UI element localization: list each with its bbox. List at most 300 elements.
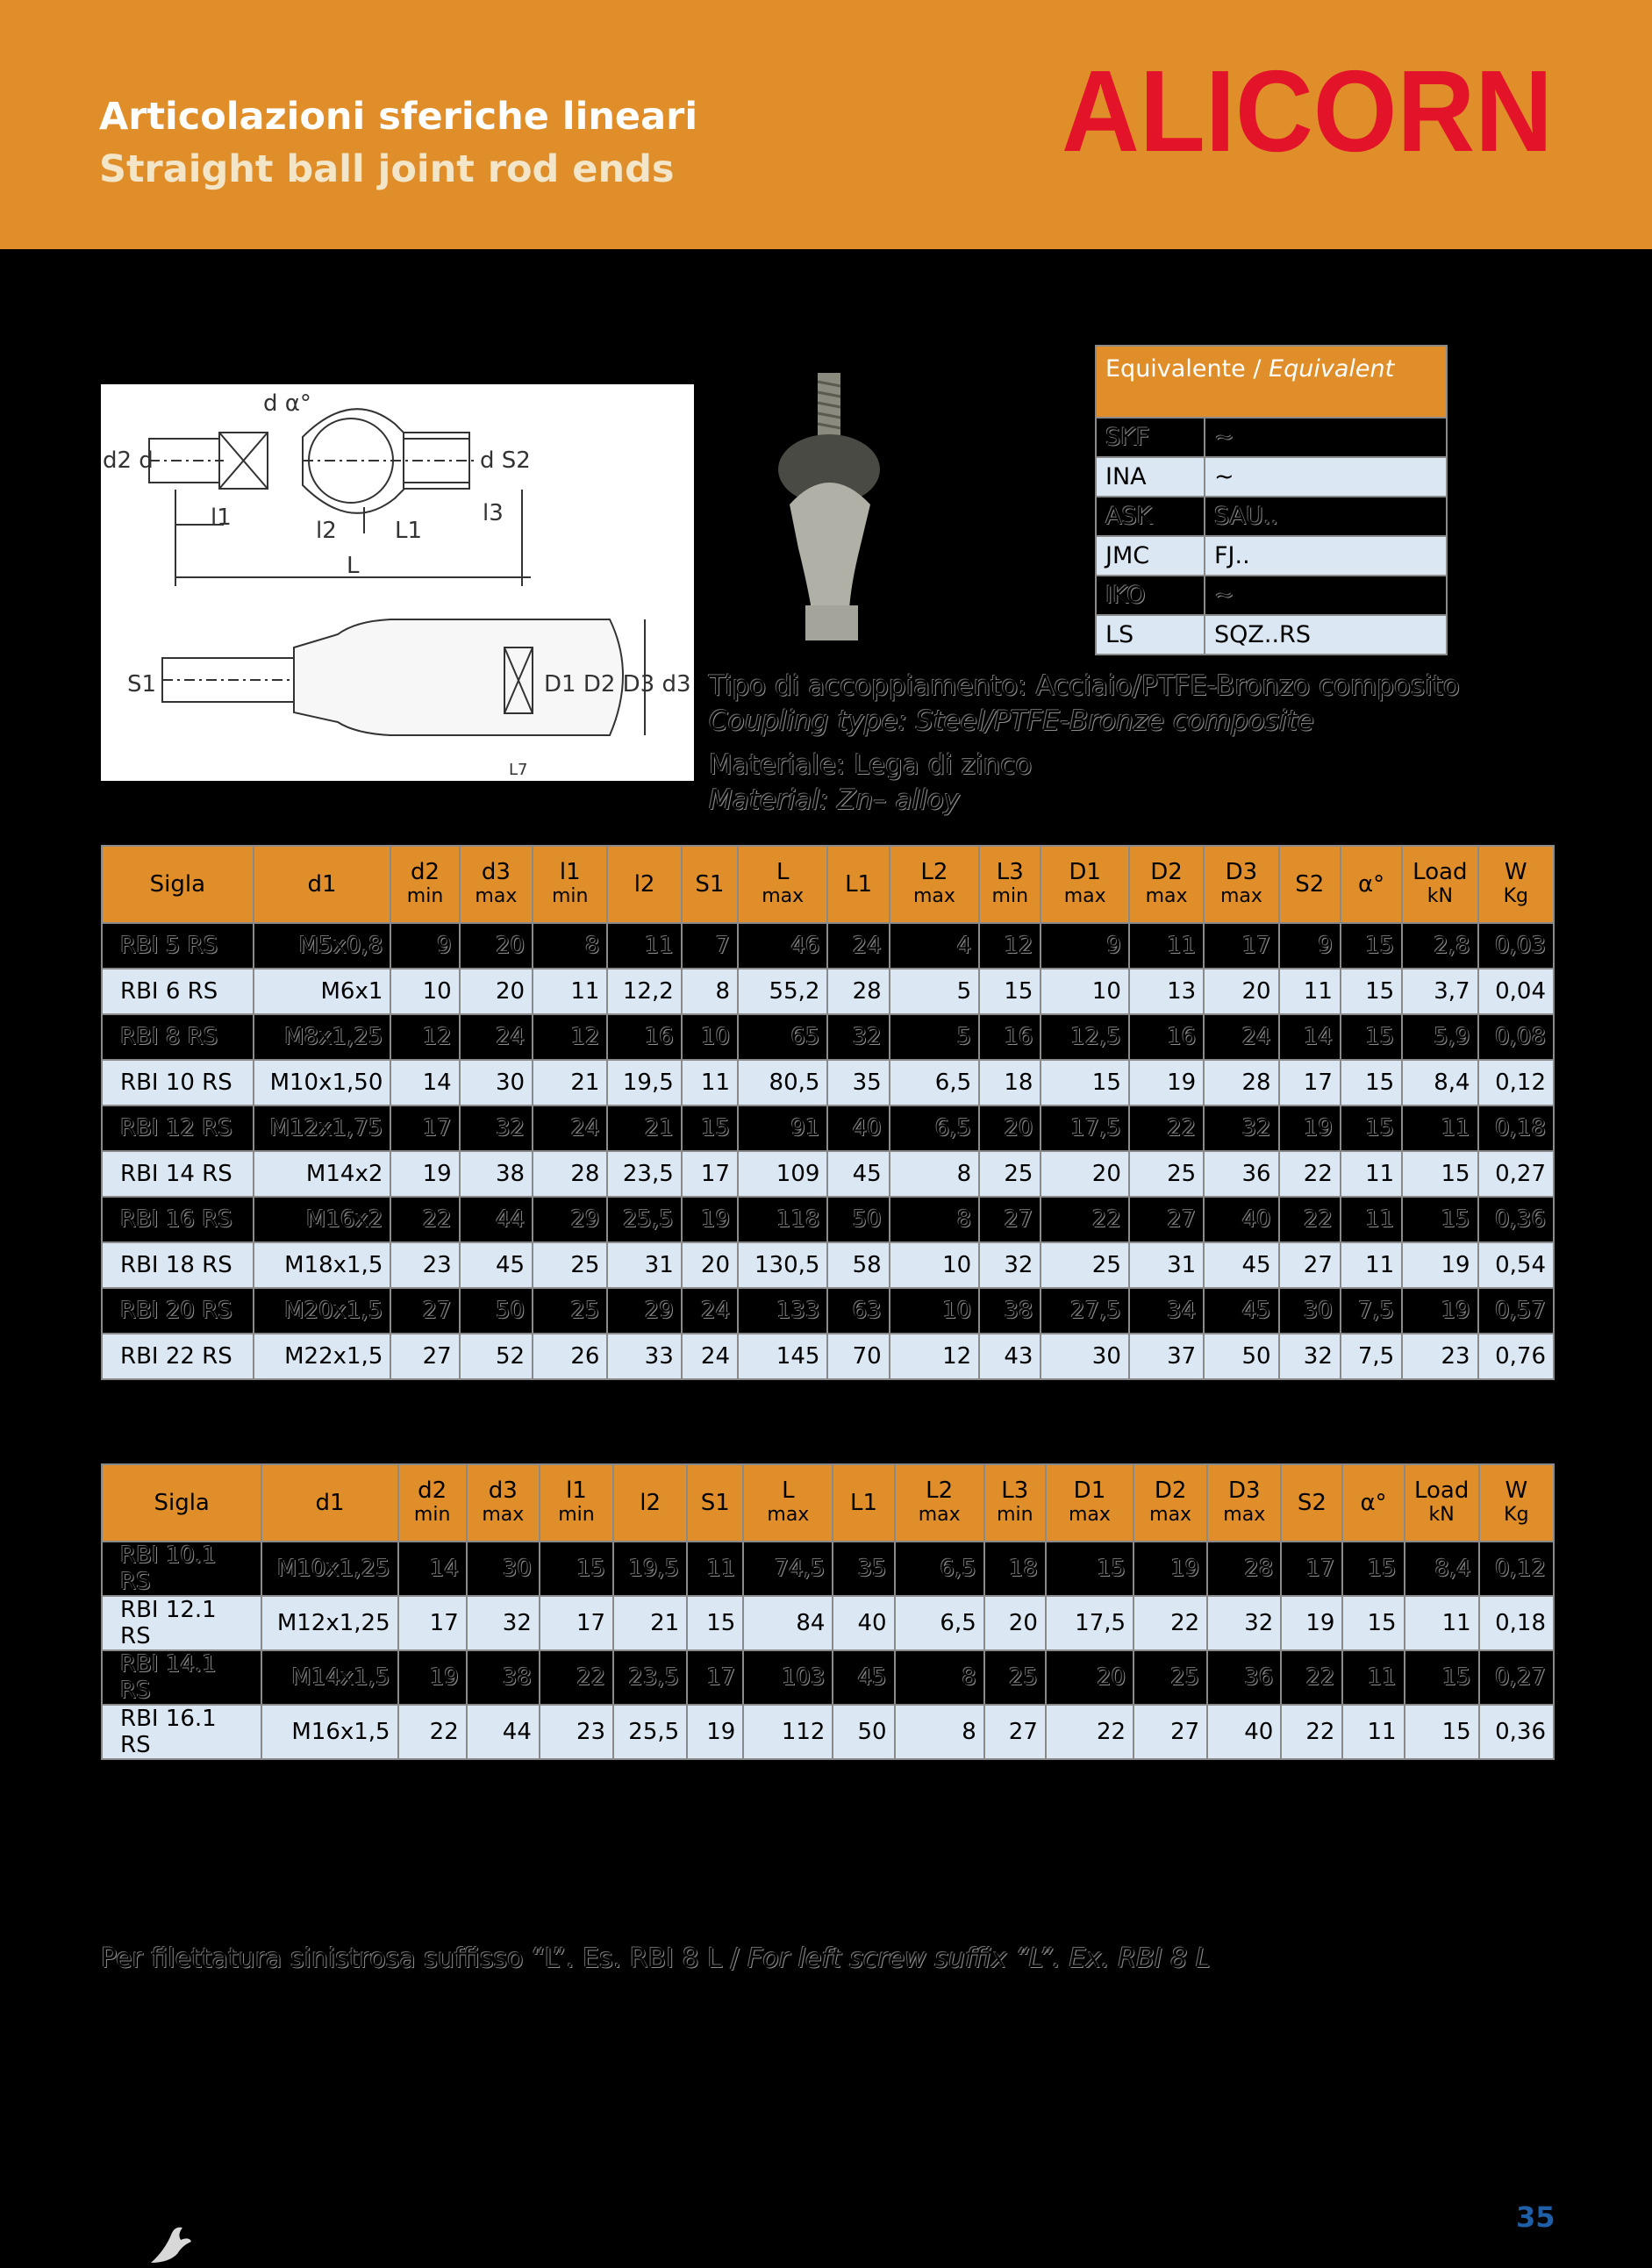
table-cell: 21 [607,1105,681,1151]
table-cell: 5 [890,969,979,1014]
column-header [460,846,533,923]
page-number: 35 [1516,2200,1555,2234]
equivalent-code: ~ [1205,418,1447,457]
table-cell: 28 [827,969,889,1014]
table-cell: 80,5 [738,1060,827,1105]
table-cell: 0,54 [1478,1242,1554,1288]
column-header-label: l1 [559,859,581,885]
table-cell: 20 [979,1105,1041,1151]
table-cell: 12,5 [1041,1014,1128,1060]
column-header [1402,846,1477,923]
column-header-unit: max [1223,1504,1266,1526]
equivalent-brand: LS [1096,615,1205,655]
table-row [102,1334,1554,1379]
column-header [743,1464,833,1542]
column-header-unit: max [1068,1504,1111,1526]
table-cell: 19 [398,1650,467,1705]
table-cell: 11 [533,969,607,1014]
table-cell: 24 [460,1014,533,1060]
table-cell: 7,5 [1341,1334,1402,1379]
part-code-cell: RBI 5 RS [102,923,254,969]
svg-text:L1: L1 [395,518,423,544]
table-cell: 27 [390,1288,459,1334]
table-cell: 9 [1041,923,1128,969]
column-header [467,1464,540,1542]
table-cell: 25 [1134,1650,1207,1705]
table-cell: 19 [1281,1596,1342,1650]
table-cell: 5,9 [1402,1014,1477,1060]
column-header-label: d2 [411,859,440,885]
table-cell: 45 [833,1650,894,1705]
table-cell: 15 [1341,1014,1402,1060]
table-cell: 3,7 [1402,969,1477,1014]
table-cell: 38 [460,1151,533,1197]
table-cell: M12x1,25 [261,1596,397,1650]
column-header-label: d3 [488,1477,518,1504]
column-header-unit: min [551,885,589,907]
table-cell: 35 [827,1060,889,1105]
table-cell: 45 [827,1151,889,1197]
table-cell: 6,5 [890,1105,979,1151]
table-cell: 15 [1341,969,1402,1014]
column-header [102,846,254,923]
left-thread-note [101,1943,1211,1974]
table-cell: 19 [687,1705,743,1759]
table-cell: 15 [1046,1542,1134,1596]
column-header-unit: Kg [1504,1504,1529,1526]
table-cell: 6,5 [895,1596,984,1650]
table-cell: M14x1,5 [261,1650,397,1705]
column-header-label: S2 [1297,1490,1327,1516]
column-header-unit: max [767,1504,810,1526]
table-cell: 0,12 [1479,1542,1554,1596]
table-cell: M18x1,5 [254,1242,391,1288]
part-code-cell: RBI 12.1 RS [102,1596,261,1650]
table-cell: 16 [1129,1014,1204,1060]
table-row [102,1650,1554,1705]
column-header [1041,846,1128,923]
table-cell: 12 [533,1014,607,1060]
column-header [1279,846,1341,923]
table-cell: 28 [533,1151,607,1197]
title-italian: Articolazioni sferiche lineari [99,95,698,139]
technical-drawing [101,384,694,781]
column-header [979,846,1041,923]
svg-text:ALICORN: ALICORN [1062,53,1553,167]
table-cell: 12 [890,1334,979,1379]
table-cell: 27 [390,1334,459,1379]
table-cell: 145 [738,1334,827,1379]
column-header [398,1464,467,1542]
table-cell: 10 [682,1014,738,1060]
column-header-label: l2 [633,871,655,898]
column-header [1281,1464,1342,1542]
table-cell: 23 [1402,1334,1477,1379]
table-cell: 15 [979,969,1041,1014]
svg-text:L: L [347,553,360,579]
table-cell: 31 [607,1242,681,1288]
column-header [102,1464,261,1542]
table-cell: M5x0,8 [254,923,391,969]
table-cell: 63 [827,1288,889,1334]
table-cell: 16 [607,1014,681,1060]
table-cell: 15 [1405,1650,1479,1705]
column-header-unit: kN [1427,885,1453,907]
table-cell: 16 [979,1014,1041,1060]
svg-text:S1: S1 [127,671,157,698]
svg-text:l2: l2 [316,518,337,544]
column-header-label: D1 [1069,859,1101,885]
table-cell: 10 [890,1288,979,1334]
column-header [682,846,738,923]
table-cell: 19 [1402,1242,1477,1288]
table-cell: 15 [540,1542,613,1596]
column-header [1204,846,1278,923]
table-cell: 25 [533,1288,607,1334]
column-header-label: Load [1412,859,1468,885]
table-cell: 32 [1279,1334,1341,1379]
column-header [1046,1464,1134,1542]
table-cell: 58 [827,1242,889,1288]
table-cell: 45 [460,1242,533,1288]
table-row [102,1542,1554,1596]
table-cell: 22 [1046,1705,1134,1759]
table-cell: 0,18 [1478,1105,1554,1151]
table-cell: 22 [1134,1596,1207,1650]
column-header-label: Load [1413,1477,1470,1504]
alicorn-logo [1057,53,1557,167]
column-header-label: S2 [1295,871,1325,898]
column-header [261,1464,397,1542]
table-cell: 40 [1204,1197,1278,1242]
equivalent-code: ~ [1205,576,1447,615]
column-header-unit: min [991,885,1029,907]
table-cell: 24 [682,1334,738,1379]
table-cell: 32 [1204,1105,1278,1151]
table-cell: 22 [1281,1650,1342,1705]
table-cell: 22 [1279,1151,1341,1197]
column-header-label: L [776,859,790,885]
column-header-label: d3 [481,859,511,885]
table-row [102,1705,1554,1759]
table-cell: 20 [1046,1650,1134,1705]
table-cell: 15 [682,1105,738,1151]
table-cell: 11 [1342,1650,1404,1705]
column-header-label: α° [1357,871,1385,898]
column-header-unit: max [1149,1504,1192,1526]
table-cell: 4 [890,923,979,969]
table-cell: 15 [1341,1105,1402,1151]
table-cell: M6x1 [254,969,391,1014]
column-header-label: L3 [1001,1477,1029,1504]
table-cell: 31 [1129,1242,1204,1288]
equivalent-header-en: Equivalent [1269,355,1395,383]
equivalent-header-it: Equivalente / [1105,355,1262,383]
equivalent-row [1096,418,1447,457]
note-italian: Per filettatura sinistrosa suffisso “L”. Es. RBI 8 L / [101,1943,740,1974]
table-row [102,1596,1554,1650]
table-cell: 29 [533,1197,607,1242]
table-cell: 52 [460,1334,533,1379]
table-cell: 24 [533,1105,607,1151]
table-cell: 18 [984,1542,1046,1596]
table-cell: 19 [1134,1542,1207,1596]
table-cell: 27 [1134,1705,1207,1759]
table-cell: 15 [1342,1596,1404,1650]
table-cell: 50 [1204,1334,1278,1379]
column-header-unit: kN [1428,1504,1455,1526]
table-cell: 50 [833,1705,894,1759]
part-code-cell: RBI 12 RS [102,1105,254,1151]
column-header [540,1464,613,1542]
table-cell: 15 [1402,1151,1477,1197]
column-header-label: S1 [700,1490,730,1516]
table-cell: 26 [533,1334,607,1379]
table-cell: 45 [1204,1288,1278,1334]
column-header-label: W [1504,859,1527,885]
part-code-cell: RBI 18 RS [102,1242,254,1288]
spec-table-fine-thread [101,1463,1555,1760]
spec-table-main [101,845,1555,1380]
table-cell: 14 [398,1542,467,1596]
column-header-label: l2 [640,1490,661,1516]
table-row [102,1060,1554,1105]
svg-text:l1: l1 [211,504,232,531]
table-cell: 0,27 [1478,1151,1554,1197]
table-cell: 2,8 [1402,923,1477,969]
table-cell: M22x1,5 [254,1334,391,1379]
table-cell: 27 [1279,1242,1341,1288]
table-cell: 45 [1204,1242,1278,1288]
column-header-label: L1 [850,1490,878,1516]
table-cell: 17 [1204,923,1278,969]
column-header-unit: min [997,1504,1033,1526]
svg-text:d2 d: d2 d [103,447,154,474]
table-row [102,923,1554,969]
table-cell: 11 [687,1542,743,1596]
table-cell: 28 [1204,1060,1278,1105]
table-cell: 11 [1402,1105,1477,1151]
table-cell: M14x2 [254,1151,391,1197]
table-cell: 9 [1279,923,1341,969]
table-cell: 11 [1341,1242,1402,1288]
table-cell: 8 [682,969,738,1014]
table-cell: 19 [1129,1060,1204,1105]
table-cell: 25 [1129,1151,1204,1197]
part-code-cell: RBI 16.1 RS [102,1705,261,1759]
table-cell: 35 [833,1542,894,1596]
table-cell: 29 [607,1288,681,1334]
table-cell: 20 [460,969,533,1014]
column-header-label: L2 [926,1477,954,1504]
table-cell: 22 [1279,1197,1341,1242]
column-header-unit: max [1145,885,1188,907]
equivalent-brand: INA [1096,457,1205,497]
column-header-label: Sigla [149,871,206,898]
table-cell: 17 [687,1650,743,1705]
column-header [254,846,391,923]
coupling-type-it: Tipo di accoppiamento: Acciaio/PTFE-Bronzo composito [709,670,1460,702]
equivalent-code: SAU.. [1205,497,1447,536]
table-cell: 11 [1341,1151,1402,1197]
column-header-label: d1 [315,1490,345,1516]
table-cell: 32 [827,1014,889,1060]
table-cell: 10 [890,1242,979,1288]
page-header [0,0,1652,249]
table-cell: 32 [979,1242,1041,1288]
table-cell: 0,18 [1479,1596,1554,1650]
table-cell: 23,5 [613,1650,687,1705]
table-cell: 19,5 [613,1542,687,1596]
column-header-label: d2 [418,1477,447,1504]
table-cell: M8x1,25 [254,1014,391,1060]
column-header [1479,1464,1554,1542]
table-cell: 30 [467,1542,540,1596]
table-cell: 8,4 [1402,1060,1477,1105]
table-cell: 0,27 [1479,1650,1554,1705]
column-header-unit: max [475,885,518,907]
column-header-label: α° [1360,1490,1387,1516]
equivalent-brand: IKO [1096,576,1205,615]
table-cell: 34 [1129,1288,1204,1334]
table-cell: 84 [743,1596,833,1650]
column-header-unit: Kg [1503,885,1528,907]
column-header-label: L [782,1477,795,1504]
table-cell: 44 [460,1197,533,1242]
column-header-unit: min [406,885,444,907]
equivalent-brand: SKF [1096,418,1205,457]
table-cell: 32 [1207,1596,1281,1650]
equivalent-row [1096,536,1447,576]
material-en: Material: Zn– alloy [709,784,961,816]
part-code-cell: RBI 8 RS [102,1014,254,1060]
table-cell: 8 [895,1705,984,1759]
column-header-label: L3 [996,859,1024,885]
part-code-cell: RBI 22 RS [102,1334,254,1379]
table-cell: 14 [390,1060,459,1105]
table-cell: 22 [1041,1197,1128,1242]
table-cell: 17 [682,1151,738,1197]
table-cell: 17,5 [1041,1105,1128,1151]
table-row [102,1288,1554,1334]
table-cell: 46 [738,923,827,969]
column-header [1478,846,1554,923]
table-row [102,1197,1554,1242]
table-cell: 70 [827,1334,889,1379]
table-row [102,1151,1554,1197]
table-cell: 27 [979,1197,1041,1242]
table-cell: 13 [1129,969,1204,1014]
table-row [102,1105,1554,1151]
equivalent-row [1096,457,1447,497]
table-cell: 19 [1279,1105,1341,1151]
column-header [1341,846,1402,923]
table-cell: 74,5 [743,1542,833,1596]
table-cell: 15 [1402,1197,1477,1242]
table-cell: 23,5 [607,1151,681,1197]
table-cell: M20x1,5 [254,1288,391,1334]
table-cell: 19 [390,1151,459,1197]
svg-text:L7: L7 [509,761,528,779]
table-cell: 23 [540,1705,613,1759]
column-header [390,846,459,923]
coupling-type-en: Coupling type: Steel/PTFE-Bronze composite [709,705,1314,737]
table-cell: 5 [890,1014,979,1060]
column-header-label: L2 [920,859,948,885]
table-cell: 18 [979,1060,1041,1105]
table-cell: 40 [1207,1705,1281,1759]
column-header-unit: max [482,1504,525,1526]
table-row [102,1242,1554,1288]
table-cell: 7,5 [1341,1288,1402,1334]
table-cell: 30 [1041,1334,1128,1379]
equivalent-row [1096,576,1447,615]
table-cell: 15 [1341,923,1402,969]
column-header-label: S1 [695,871,725,898]
table-cell: 38 [979,1288,1041,1334]
column-header-label: L1 [845,871,873,898]
table-cell: 30 [1279,1288,1341,1334]
table-cell: 15 [1041,1060,1128,1105]
table-cell: 6,5 [895,1542,984,1596]
table-cell: 25,5 [607,1197,681,1242]
table-cell: 10 [1041,969,1128,1014]
table-cell: 103 [743,1650,833,1705]
svg-text:l3: l3 [483,500,504,526]
equivalent-row [1096,615,1447,655]
table-cell: 133 [738,1288,827,1334]
table-cell: 15 [1341,1060,1402,1105]
table-cell: 17 [540,1596,613,1650]
equivalent-code: ~ [1205,457,1447,497]
bird-icon [147,2224,193,2268]
table-cell: 36 [1207,1650,1281,1705]
table-cell: 0,57 [1478,1288,1554,1334]
table-cell: 7 [682,923,738,969]
table-cell: M10x1,25 [261,1542,397,1596]
table-cell: 112 [743,1705,833,1759]
column-header [613,1464,687,1542]
column-header [687,1464,743,1542]
table-cell: 12,2 [607,969,681,1014]
table-cell: 40 [827,1105,889,1151]
table-cell: 20 [984,1596,1046,1650]
table-cell: M16x2 [254,1197,391,1242]
table-cell: 25 [533,1242,607,1288]
product-description [709,669,1460,818]
table-cell: 17 [1279,1060,1341,1105]
column-header [533,846,607,923]
table-cell: 17 [398,1596,467,1650]
equivalent-code: FJ.. [1205,536,1447,576]
table-cell: 55,2 [738,969,827,1014]
column-header [984,1464,1046,1542]
table-cell: 25,5 [613,1705,687,1759]
table-cell: 0,36 [1479,1705,1554,1759]
table-cell: 8,4 [1405,1542,1479,1596]
part-code-cell: RBI 20 RS [102,1288,254,1334]
column-header-label: D2 [1150,859,1183,885]
table-cell: 22 [390,1197,459,1242]
table-cell: 50 [827,1197,889,1242]
table-cell: 40 [833,1596,894,1650]
table-cell: 28 [1207,1542,1281,1596]
table-cell: M12x1,75 [254,1105,391,1151]
table-cell: 0,36 [1478,1197,1554,1242]
table-cell: 0,04 [1478,969,1554,1014]
table-cell: 12 [979,923,1041,969]
column-header-unit: max [1063,885,1106,907]
